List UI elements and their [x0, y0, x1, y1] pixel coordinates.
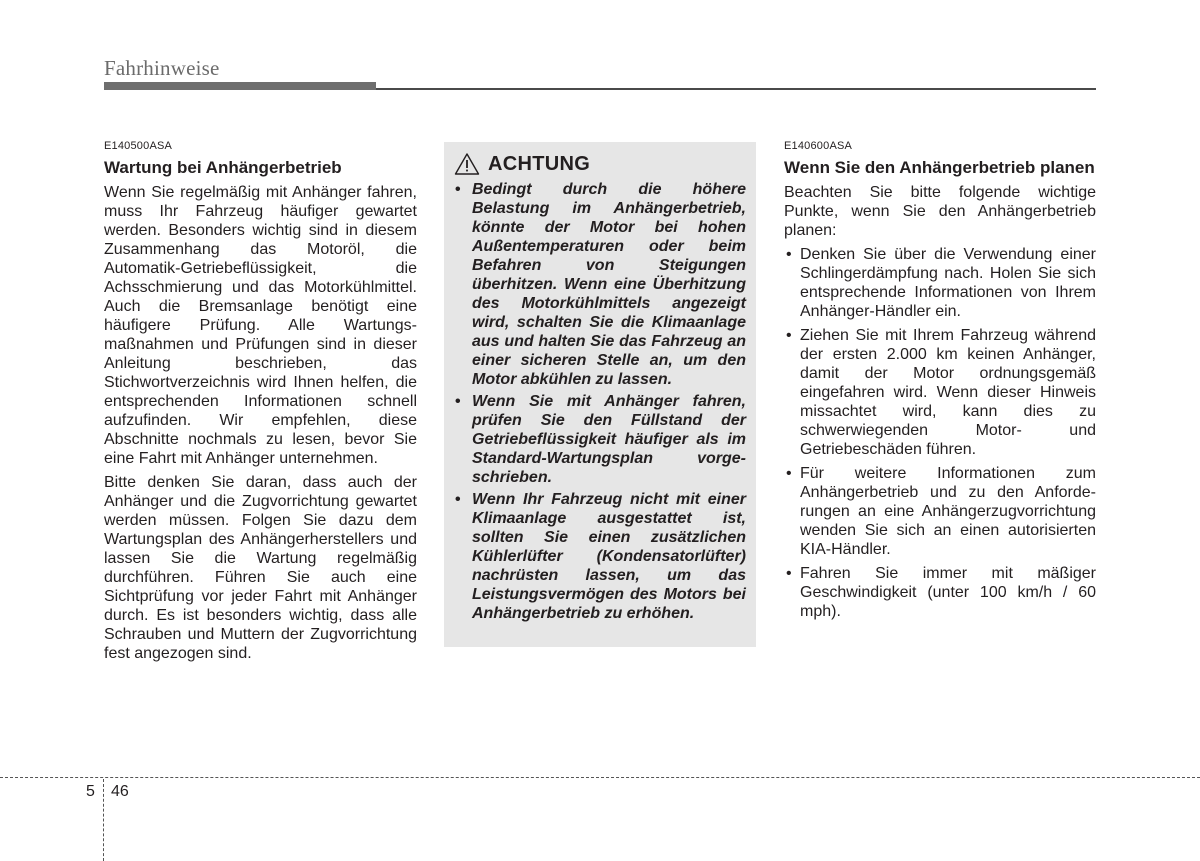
- paragraph: Wenn Sie regelmäßig mit Anhänger fahren, muss Ihr Fahrzeug häufiger gewartet werden. Besonders wichtig sind in diesem Zusammenhang das Motoröl, die Automatik-Getriebeflüssigkeit, die Achsschmierung und das Motorkühlmittel. Auch die Bremsanlage benötigt eine häufigere Prüfung. Alle Wartungsmaßnahmen und Prüfungen sind in dieser Anleitung beschrieben, das Stichwortverzeichnis wird Ihnen helfen, die entsprechenden Informationen schnell aufzufinden. Wir empfehlen, diese Abschnitte nochmals zu lesen, bevor Sie eine Fahrt mit Anhänger unternehmen.: [104, 184, 417, 467]
- section-heading: Wartung bei Anhängerbetrieb: [104, 158, 342, 177]
- section-code: E140500ASA: [104, 140, 173, 152]
- bullet-item: • Ziehen Sie mit Ihrem Fahrzeug während der ersten 2.000 km keinen Anhänger, damit der Motor ordnungsgemäß eingefahren wird. Wenn dieser Hinweis missachtet wird, kann dies zu schwerwiegenden Motor- und Getriebeschäden führen.: [784, 326, 1096, 459]
- footer-divider: [0, 777, 1200, 778]
- warning-item: • Wenn Ihr Fahrzeug nicht mit einer Klimaanlage ausgestattet ist, sollten Sie einen zusätzlichen Kühlerlüfter (Kondensatorlüfter) nachrüsten lassen, um das Leistungsvermögen des Motors bei Anhängerbetrieb zu erhöhen.: [454, 490, 746, 623]
- warning-title: ACHTUNG: [488, 152, 591, 175]
- footer-vertical-divider: [103, 779, 104, 861]
- header-rule-thin: [376, 88, 1096, 90]
- bullet-item: • Fahren Sie immer mit mäßiger Geschwindigkeit (unter 100 km/h / 60 mph).: [784, 564, 1096, 621]
- warning-header: [454, 152, 756, 176]
- warning-box: [444, 142, 756, 647]
- header-rule-thick: [104, 82, 376, 90]
- bullet-list: [784, 245, 1096, 621]
- warning-triangle-icon: [454, 152, 480, 176]
- section-title: Fahrhinweise: [104, 56, 220, 80]
- warning-item: • Wenn Sie mit Anhänger fahren, prüfen Sie den Füllstand der Getriebeflüssigkeit häufiger als im Standard-Wartungsplan vorgeschrieben.: [454, 392, 746, 487]
- bullet-item: • Denken Sie über die Verwendung einer Schlingerdämpfung nach. Holen Sie sich entsprechende Informationen von Ihrem Anhänger-Händler ein.: [784, 245, 1096, 321]
- paragraph: Beachten Sie bitte folgende wichtige Punkte, wenn Sie den Anhängerbetrieb planen:: [784, 184, 1096, 239]
- section-heading: Wenn Sie den Anhängerbetrieb planen: [784, 158, 1095, 177]
- bullet-item: • Für weitere Informationen zum Anhängerbetrieb und zu den Anforderungen an eine Anhängerzugvorrichtung wenden Sie sich an einen autorisierten KIA-Händler.: [784, 464, 1096, 559]
- warning-list: [444, 180, 756, 623]
- section-code: E140600ASA: [784, 140, 853, 152]
- warning-item: • Bedingt durch die höhere Belastung im Anhängerbetrieb, könnte der Motor bei hohen Außentemperaturen oder beim Befahren von Steigungen überhitzen. Wenn eine Überhitzung des Motorkühlmittels angezeigt wird, schalten Sie die Klimaanlage aus und halten Sie das Fahrzeug an einer sicheren Stelle an, um den Motor abkühlen zu lassen.: [454, 180, 746, 389]
- left-column: [104, 140, 417, 668]
- right-column: [784, 140, 1096, 626]
- chapter-number: 5: [86, 783, 95, 800]
- paragraph: Bitte denken Sie daran, dass auch der Anhänger und die Zugvorrichtung gewartet werden müssen. Folgen Sie dazu dem Wartungsplan des Anhängerherstellers und lassen Sie die Wartung regelmäßig durchführen. Führen Sie auch eine Sichtprüfung vor jeder Fahrt mit Anhänger durch. Es ist besonders wichtig, dass alle Schrauben und Muttern der Zugvorrichtung fest angezogen sind.: [104, 474, 417, 662]
- page-number: 46: [111, 783, 129, 800]
